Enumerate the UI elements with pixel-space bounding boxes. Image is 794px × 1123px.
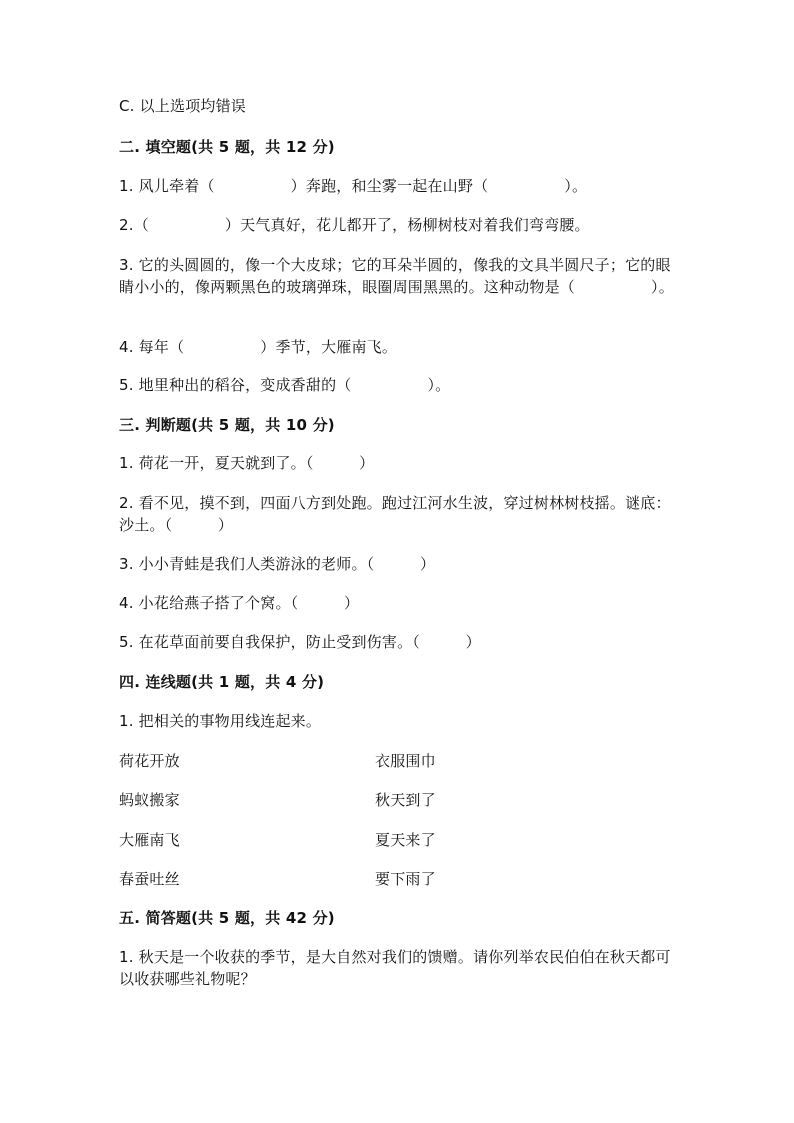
- section-2-title: 二. 填空题(共 5 题，共 12 分): [119, 138, 335, 156]
- matching-right-item: 秋天到了: [375, 791, 436, 809]
- fill-question-5: 5. 地里种出的稻谷，变成香甜的（ ）。: [119, 376, 451, 394]
- option-c: C. 以上选项均错误: [119, 97, 247, 115]
- judge-question-3: 3. 小小青蛙是我们人类游泳的老师。（ ）: [119, 555, 436, 573]
- judge-question-4: 4. 小花给燕子搭了个窝。（ ）: [119, 594, 360, 612]
- matching-instruction: 1. 把相关的事物用线连起来。: [119, 712, 322, 730]
- matching-left-item: 蚂蚁搬家: [119, 791, 180, 809]
- matching-left-item: 荷花开放: [119, 752, 180, 770]
- fill-question-2: 2.（ ）天气真好，花儿都开了，杨柳树枝对着我们弯弯腰。: [119, 216, 590, 234]
- short-answer-question-1: 1. 秋天是一个收获的季节，是大自然对我们的馈赠。请你列举农民伯伯在秋天都可以收获哪些礼物呢？: [119, 948, 671, 988]
- judge-question-1: 1. 荷花一开，夏天就到了。（ ）: [119, 454, 375, 472]
- matching-left-item: 春蚕吐丝: [119, 870, 180, 888]
- judge-question-5: 5. 在花草面前要自我保护，防止受到伤害。（ ）: [119, 633, 481, 651]
- matching-right-item: 夏天来了: [375, 831, 436, 849]
- matching-right-item: 要下雨了: [375, 870, 436, 888]
- fill-question-1: 1. 风儿牵着（ ）奔跑，和尘雾一起在山野（ ）。: [119, 177, 588, 195]
- judge-question-2: 2. 看不见，摸不到，四面八方到处跑。跑过江河水生波，穿过树林树枝摇。谜底：沙土。（ ）: [119, 494, 671, 534]
- section-4-title: 四. 连线题(共 1 题，共 4 分): [119, 673, 325, 691]
- section-3-title: 三. 判断题(共 5 题，共 10 分): [119, 416, 335, 434]
- fill-question-4: 4. 每年（ ）季节，大雁南飞。: [119, 338, 398, 356]
- matching-left-item: 大雁南飞: [119, 831, 180, 849]
- fill-question-3: 3. 它的头圆圆的，像一个大皮球；它的耳朵半圆的，像我的文具半圆尺子；它的眼睛小小的，像两颗黑色的玻璃弹珠，眼圈周围黑黑的。这种动物是（ ）。: [119, 256, 674, 296]
- section-5-title: 五. 简答题(共 5 题，共 42 分): [119, 909, 335, 927]
- matching-right-item: 衣服围巾: [375, 752, 436, 770]
